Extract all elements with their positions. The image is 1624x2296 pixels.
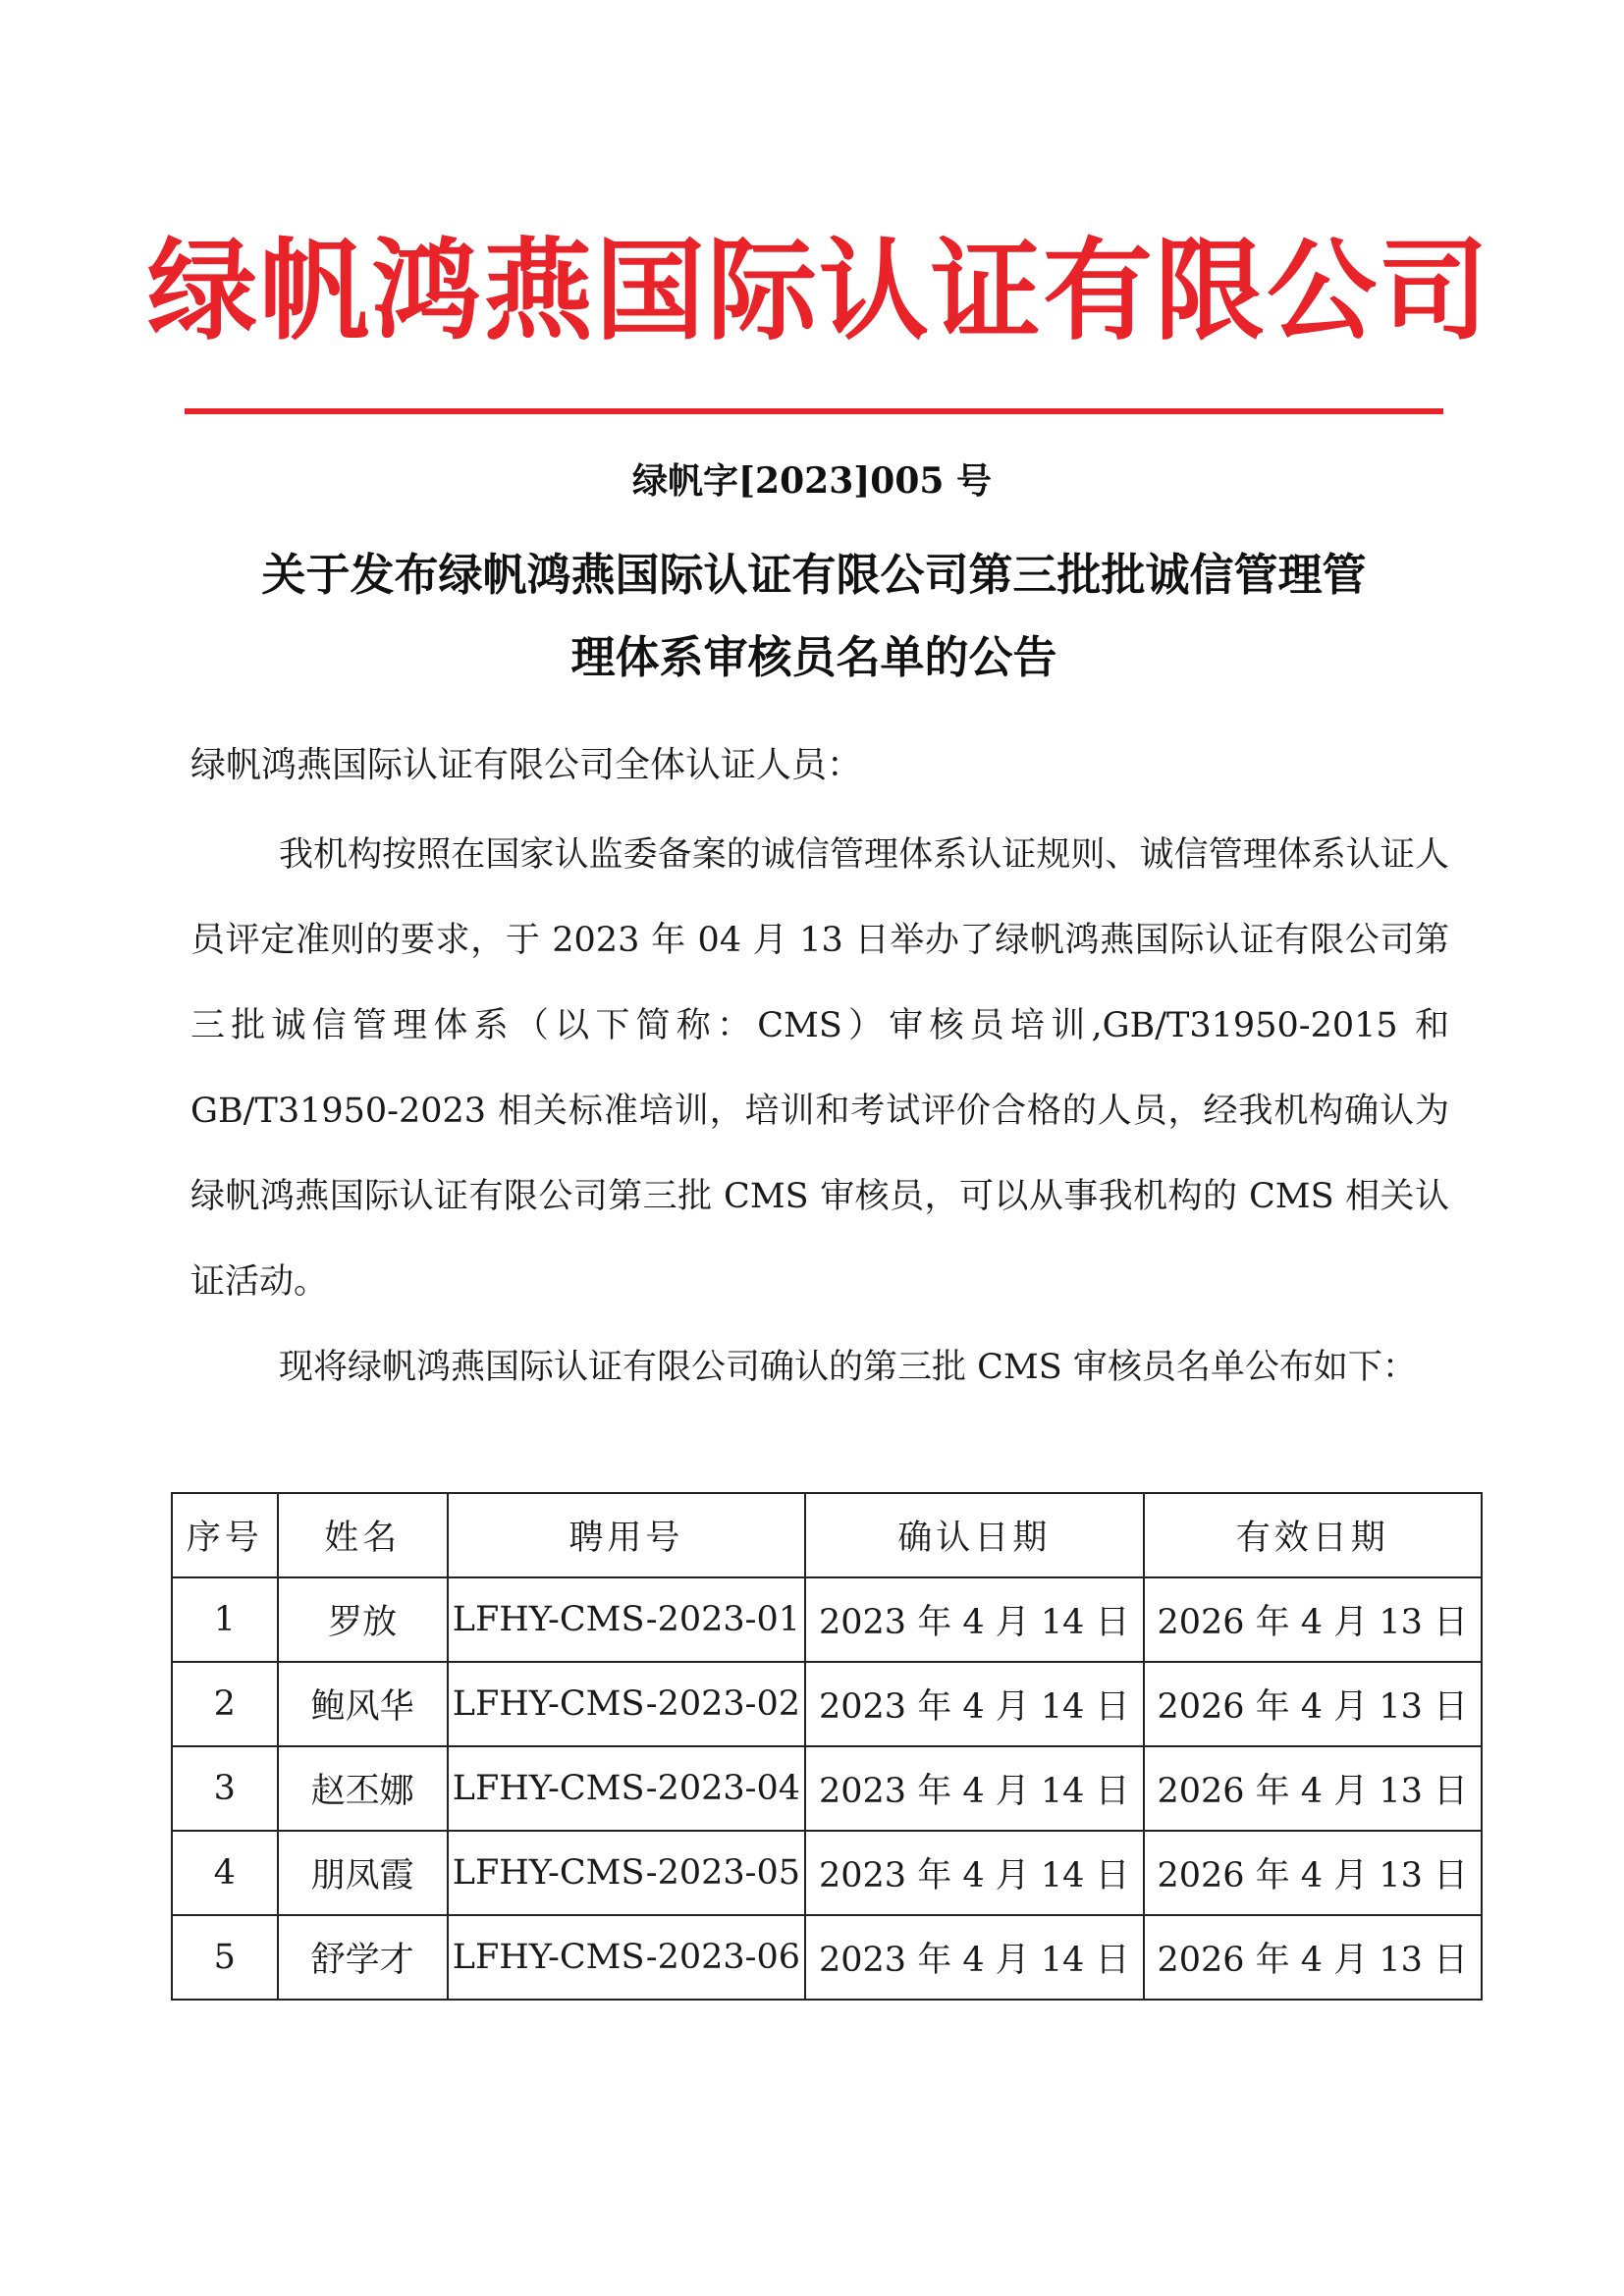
cell-number: 4 [172, 1831, 278, 1915]
cell-number: 3 [172, 1746, 278, 1831]
table-row [172, 1831, 1482, 1915]
cell-valid-date: 2026 年 4 月 13 日 [1144, 1831, 1483, 1915]
cell-employment-id: LFHY-CMS-2023-02 [448, 1662, 805, 1746]
cell-confirm-date: 2023 年 4 月 14 日 [805, 1915, 1143, 2000]
table-row [172, 1746, 1482, 1831]
organization-header: 绿帆鸿燕国际认证有限公司 [147, 228, 1490, 355]
cell-name: 朋凤霞 [278, 1831, 448, 1915]
cell-employment-id: LFHY-CMS-2023-04 [448, 1746, 805, 1831]
table-header-row [172, 1493, 1482, 1577]
column-header-valid-date: 有效日期 [1144, 1493, 1483, 1577]
header-divider [185, 408, 1443, 414]
cell-valid-date: 2026 年 4 月 13 日 [1144, 1746, 1483, 1831]
table-row [172, 1662, 1482, 1746]
document-number: 绿帆字[2023]005 号 [632, 460, 992, 502]
cell-name: 罗放 [278, 1577, 448, 1662]
body-paragraph: 我机构按照在国家认监委备案的诚信管理体系认证规则、诚信管理体系认证人员评定准则的要求，于 2023 年 04 月 13 日举办了绿帆鸿燕国际认证有限公司第三批诚信管理体系（以下简称：CMS）审核员培训,GB/T31950-2015 和 GB/T31950-2023 相关标准培训，培训和考试评价合格的人员，经我机构确认为绿帆鸿燕国际认证有限公司第三批 CMS 审核员，可以从事我机构的 CMS 相关认证活动。 [190, 835, 1449, 1302]
cell-employment-id: LFHY-CMS-2023-06 [448, 1915, 805, 2000]
table-row [172, 1915, 1482, 2000]
column-header-name: 姓名 [278, 1493, 448, 1577]
column-header-confirm-date: 确认日期 [805, 1493, 1143, 1577]
column-header-employment-id: 聘用号 [448, 1493, 805, 1577]
body-paragraph: 现将绿帆鸿燕国际认证有限公司确认的第三批 CMS 审核员名单公布如下： [279, 1348, 1417, 1387]
cell-number: 2 [172, 1662, 278, 1746]
cell-confirm-date: 2023 年 4 月 14 日 [805, 1746, 1143, 1831]
table-row [172, 1577, 1482, 1662]
auditor-list-table [171, 1492, 1483, 2001]
cell-name: 鲍风华 [278, 1662, 448, 1746]
cell-number: 1 [172, 1577, 278, 1662]
cell-employment-id: LFHY-CMS-2023-01 [448, 1577, 805, 1662]
cell-valid-date: 2026 年 4 月 13 日 [1144, 1662, 1483, 1746]
document-title [185, 534, 1443, 699]
cell-valid-date: 2026 年 4 月 13 日 [1144, 1577, 1483, 1662]
cell-confirm-date: 2023 年 4 月 14 日 [805, 1831, 1143, 1915]
document-title-line: 关于发布绿帆鸿燕国际认证有限公司第三批批诚信管理管 [261, 549, 1367, 601]
document-title-line: 理体系审核员名单的公告 [570, 631, 1057, 683]
cell-name: 舒学才 [278, 1915, 448, 2000]
cell-employment-id: LFHY-CMS-2023-05 [448, 1831, 805, 1915]
cell-confirm-date: 2023 年 4 月 14 日 [805, 1662, 1143, 1746]
cell-name: 赵丕娜 [278, 1746, 448, 1831]
cell-number: 5 [172, 1915, 278, 2000]
column-header-number: 序号 [172, 1493, 278, 1577]
cell-confirm-date: 2023 年 4 月 14 日 [805, 1577, 1143, 1662]
addressee: 绿帆鸿燕国际认证有限公司全体认证人员： [190, 745, 863, 785]
cell-valid-date: 2026 年 4 月 13 日 [1144, 1915, 1483, 2000]
